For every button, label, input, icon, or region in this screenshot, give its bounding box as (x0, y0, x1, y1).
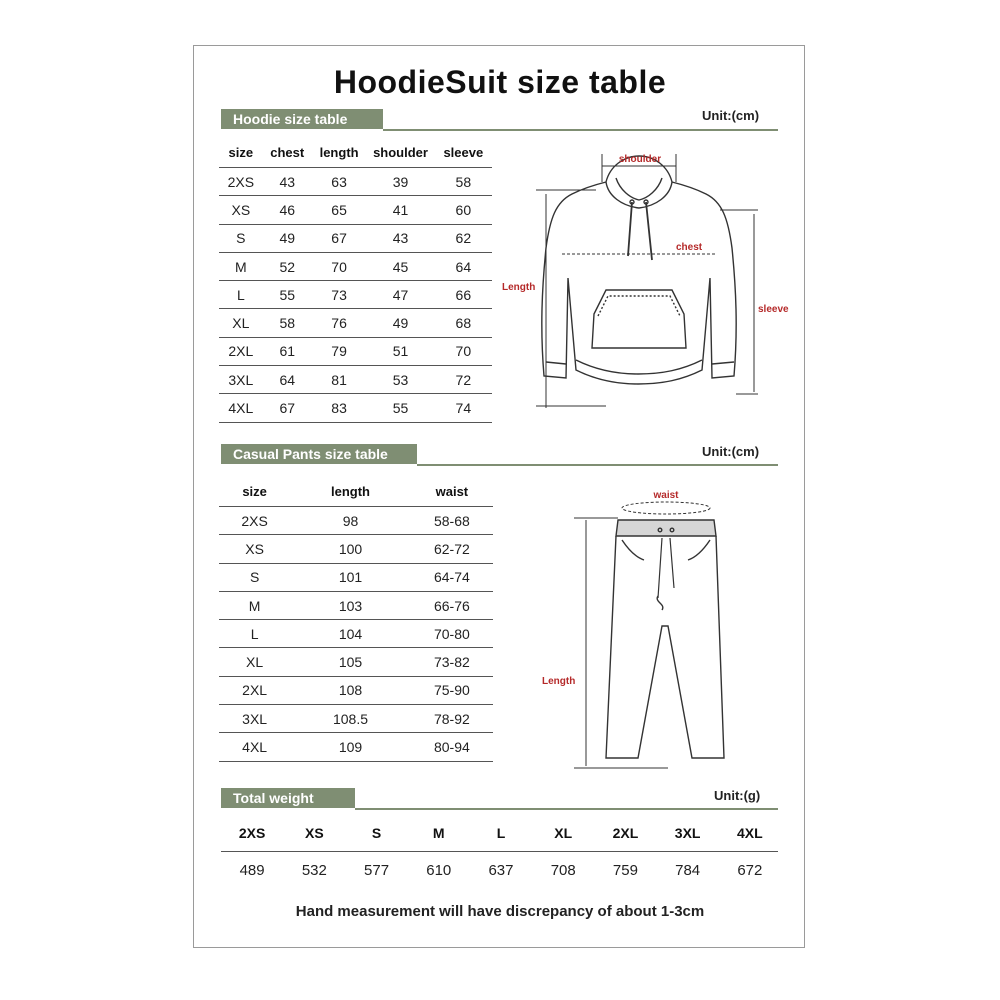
table-cell: M (219, 591, 290, 619)
table-cell: XL (219, 309, 263, 337)
table-cell: 58 (263, 309, 312, 337)
table-cell: 66 (435, 281, 492, 309)
table-cell: 2XS (219, 507, 290, 535)
table-cell: 62 (435, 224, 492, 252)
table-cell: 45 (366, 252, 434, 280)
table-row (219, 507, 493, 535)
hoodie-section-rule (383, 129, 778, 131)
table-cell: 74 (435, 394, 492, 422)
table-cell: 64-74 (411, 563, 493, 591)
table-cell: 47 (366, 281, 434, 309)
table-cell: L (219, 620, 290, 648)
hoodie-section-header (221, 109, 778, 129)
table-cell: 98 (290, 507, 411, 535)
hoodie-col-3-header: shoulder (373, 144, 428, 160)
table-cell: 80-94 (411, 733, 493, 761)
hoodie-diagram (502, 138, 789, 418)
measurement-note: Hand measurement will have discrepancy of about 1-3cm (295, 903, 705, 920)
table-cell: XS (219, 535, 290, 563)
weight-divider (221, 851, 778, 852)
waistband (616, 520, 716, 536)
pants-diagram (534, 478, 774, 778)
weight-sizes-item: S (371, 825, 382, 841)
table-cell: 108 (290, 676, 411, 704)
weight-values-item: 577 (364, 862, 390, 879)
hoodie-col-2-header: length (319, 144, 359, 160)
pants-section-rule (417, 464, 778, 466)
label-shoulder: shoulder (618, 154, 662, 165)
table-cell: 2XS (219, 168, 263, 196)
pants-unit: Unit:(cm) (702, 444, 760, 459)
weight-sizes-item: XS (304, 825, 324, 841)
table-cell: 66-76 (411, 591, 493, 619)
table-cell: 76 (312, 309, 367, 337)
table-cell: 4XL (219, 394, 263, 422)
table-cell: 108.5 (290, 705, 411, 733)
weight-section-rule (355, 808, 778, 810)
table-cell: 78-92 (411, 705, 493, 733)
table-cell: 63 (312, 168, 367, 196)
hoodie-section-tab: Hoodie size table (221, 109, 383, 129)
weight-values-item: 610 (426, 862, 452, 879)
table-cell: 55 (263, 281, 312, 309)
weight-sizes-item: XL (554, 825, 573, 841)
table-cell: 81 (312, 366, 367, 394)
hoodie-col-4-header: sleeve (443, 144, 484, 160)
table-cell: 101 (290, 563, 411, 591)
weight-sizes-item: 4XL (737, 825, 763, 841)
table-cell: 60 (435, 196, 492, 224)
table-cell: 58-68 (411, 507, 493, 535)
table-cell: 53 (366, 366, 434, 394)
weight-values-item: 489 (239, 862, 265, 879)
table-cell: 49 (366, 309, 434, 337)
table-row (219, 563, 493, 591)
weight-values-item: 637 (488, 862, 514, 879)
table-cell: 64 (263, 366, 312, 394)
pocket-outline (592, 290, 686, 348)
pants-section-header (221, 444, 778, 464)
table-cell: 3XL (219, 366, 263, 394)
table-cell: 105 (290, 648, 411, 676)
table-cell: 2XL (219, 676, 290, 704)
table-cell: 73 (312, 281, 367, 309)
table-row (219, 620, 493, 648)
table-cell: 100 (290, 535, 411, 563)
weight-values-item: 532 (301, 862, 327, 879)
table-row (219, 168, 492, 196)
table-cell: 68 (435, 309, 492, 337)
weight-sizes-item: 2XS (238, 825, 266, 841)
weight-values-item: 672 (737, 862, 763, 879)
table-cell: M (219, 252, 263, 280)
table-row (219, 535, 493, 563)
table-row (219, 648, 493, 676)
weight-sizes-item: 3XL (674, 825, 701, 841)
table-cell: 55 (366, 394, 434, 422)
table-row (219, 705, 493, 733)
pants-col-1-header: length (331, 483, 370, 499)
weight-sizes-item: M (432, 825, 445, 841)
pants-section-tab: Casual Pants size table (221, 444, 417, 464)
weight-sizes-item: L (496, 825, 506, 841)
table-row (219, 591, 493, 619)
table-cell: 67 (312, 224, 367, 252)
table-cell: 75-90 (411, 676, 493, 704)
table-cell: 3XL (219, 705, 290, 733)
hoodie-table-header-row (219, 137, 492, 168)
weight-section-tab: Total weight (221, 788, 355, 808)
table-cell: 65 (312, 196, 367, 224)
page-title: HoodieSuit size table (333, 64, 667, 100)
table-cell: 79 (312, 337, 367, 365)
pants-size-table (219, 476, 493, 762)
label-length-pants: Length (542, 676, 576, 687)
label-chest: chest (676, 242, 703, 253)
table-cell: S (219, 563, 290, 591)
table-cell: 83 (312, 394, 367, 422)
table-cell: 52 (263, 252, 312, 280)
pants-outline (606, 536, 724, 758)
table-cell: 4XL (219, 733, 290, 761)
label-length-hoodie: Length (502, 282, 536, 293)
weight-sizes-item: 2XL (612, 825, 639, 841)
hoodie-unit: Unit:(cm) (702, 108, 760, 123)
table-cell: 46 (263, 196, 312, 224)
weight-section-header (221, 788, 778, 808)
pants-col-2-header: waist (435, 483, 469, 499)
table-row (219, 252, 492, 280)
table-cell: L (219, 281, 263, 309)
table-cell: 51 (366, 337, 434, 365)
table-cell: 39 (366, 168, 434, 196)
table-cell: XL (219, 648, 290, 676)
table-cell: 64 (435, 252, 492, 280)
weight-size-row (221, 825, 781, 841)
table-cell: 70 (435, 337, 492, 365)
weight-values-item: 708 (550, 862, 576, 879)
table-cell: 72 (435, 366, 492, 394)
table-cell: 61 (263, 337, 312, 365)
label-waist: waist (653, 490, 679, 501)
weight-values-item: 784 (675, 862, 701, 879)
table-row (219, 224, 492, 252)
table-cell: 109 (290, 733, 411, 761)
table-cell: 70 (312, 252, 367, 280)
table-cell: 70-80 (411, 620, 493, 648)
hoodie-size-table (219, 137, 492, 423)
table-row (219, 196, 492, 224)
size-chart-sheet (193, 45, 805, 948)
table-row (219, 676, 493, 704)
table-row (219, 733, 493, 761)
table-cell: S (219, 224, 263, 252)
table-cell: 43 (366, 224, 434, 252)
table-cell: 104 (290, 620, 411, 648)
hoodie-outline (542, 182, 736, 384)
weight-values-item: 759 (612, 862, 638, 879)
table-row (219, 366, 492, 394)
table-cell: 41 (366, 196, 434, 224)
table-cell: 49 (263, 224, 312, 252)
table-cell: 67 (263, 394, 312, 422)
hoodie-col-1-header: chest (270, 144, 305, 160)
hoodie-col-0-header: size (228, 144, 254, 160)
table-row (219, 309, 492, 337)
table-cell: 73-82 (411, 648, 493, 676)
pants-table-header-row (219, 476, 493, 507)
table-cell: 103 (290, 591, 411, 619)
table-cell: 58 (435, 168, 492, 196)
table-cell: 2XL (219, 337, 263, 365)
label-sleeve: sleeve (758, 304, 789, 315)
pants-col-0-header: size (242, 483, 267, 499)
table-row (219, 281, 492, 309)
table-cell: XS (219, 196, 263, 224)
weight-value-row (221, 862, 781, 879)
table-cell: 62-72 (411, 535, 493, 563)
table-cell: 43 (263, 168, 312, 196)
weight-unit: Unit:(g) (714, 788, 761, 803)
table-row (219, 394, 492, 422)
table-row (219, 337, 492, 365)
